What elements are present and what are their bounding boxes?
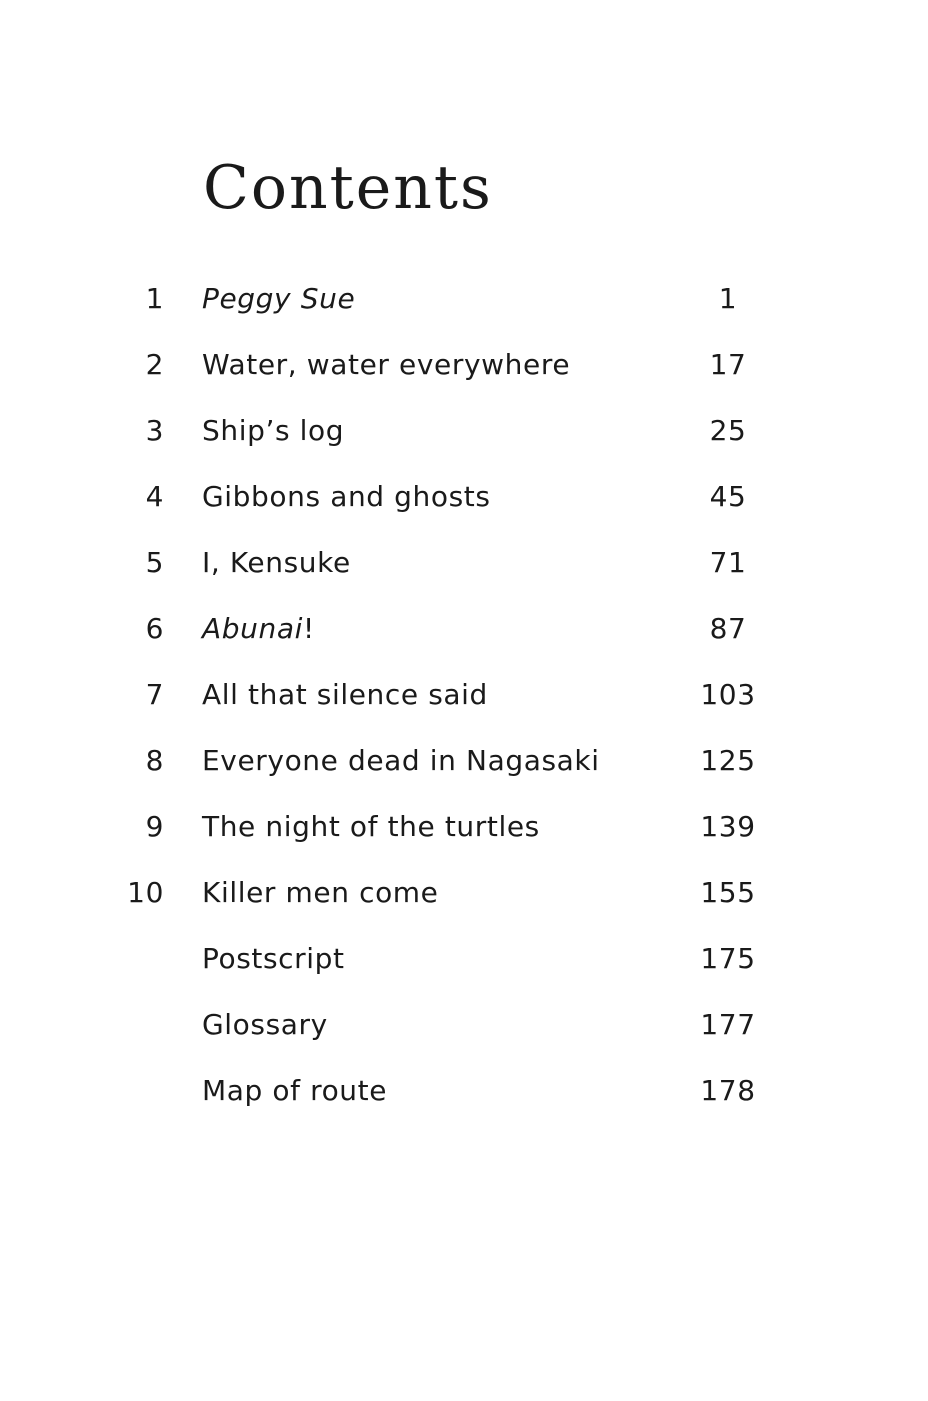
toc-entry[interactable]: [0, 276, 928, 342]
chapter-title-suffix: !: [302, 612, 315, 645]
chapter-title: [202, 408, 344, 454]
page-number: 45: [709, 480, 747, 513]
chapter-title: [202, 738, 600, 784]
toc-entry[interactable]: [0, 804, 928, 870]
page-number: 178: [700, 1074, 756, 1107]
page-number: 125: [700, 744, 756, 777]
page-number: 1: [718, 282, 738, 315]
toc-entry[interactable]: [0, 870, 928, 936]
chapter-title-text: The night of the turtles: [202, 810, 540, 843]
page-number: 103: [700, 678, 756, 711]
chapter-number: 8: [145, 744, 164, 777]
toc-entry[interactable]: [0, 1002, 928, 1068]
chapter-title-text: Map of route: [202, 1074, 388, 1107]
page-title: Contents: [203, 153, 493, 223]
chapter-title: [202, 540, 351, 586]
chapter-title-text: Ship’s log: [202, 414, 345, 447]
chapter-title: [202, 342, 570, 388]
page-number: 25: [709, 414, 747, 447]
chapter-title-text: I, Kensuke: [202, 546, 351, 579]
chapter-title: [202, 672, 488, 718]
page-number: 17: [709, 348, 747, 381]
toc-entry[interactable]: [0, 342, 928, 408]
chapter-number: 10: [127, 876, 164, 909]
page-number: 177: [700, 1008, 756, 1041]
chapter-title: [202, 276, 355, 322]
chapter-title-text: Gibbons and ghosts: [202, 480, 491, 513]
chapter-title-text: Killer men come: [202, 876, 439, 909]
chapter-title-italic: Abunai: [202, 612, 303, 645]
chapter-title-text: All that silence said: [202, 678, 488, 711]
chapter-title-text: Water, water everywhere: [202, 348, 571, 381]
toc-entry[interactable]: [0, 1068, 928, 1134]
toc-entry[interactable]: [0, 738, 928, 804]
chapter-title: [202, 870, 439, 916]
chapter-number: 9: [145, 810, 164, 843]
chapter-number: 2: [145, 348, 164, 381]
chapter-title: [202, 474, 491, 520]
chapter-number: 6: [145, 612, 164, 645]
toc-entry[interactable]: [0, 936, 928, 1002]
page-number: 139: [700, 810, 756, 843]
chapter-number: 4: [145, 480, 164, 513]
page-number: 71: [709, 546, 747, 579]
toc-entry[interactable]: [0, 606, 928, 672]
page-number: 175: [700, 942, 756, 975]
toc-entry[interactable]: [0, 540, 928, 606]
chapter-title-text: Everyone dead in Nagasaki: [202, 744, 600, 777]
chapter-title: [202, 606, 315, 652]
chapter-number: 1: [145, 282, 164, 315]
chapter-number: 3: [145, 414, 164, 447]
chapter-title: [202, 1002, 328, 1048]
chapter-title-text: Postscript: [202, 942, 345, 975]
chapter-number: 7: [145, 678, 164, 711]
chapter-title-text: Glossary: [202, 1008, 328, 1041]
toc-entry[interactable]: [0, 672, 928, 738]
toc-entry[interactable]: [0, 408, 928, 474]
chapter-title: [202, 804, 540, 850]
toc-entry[interactable]: [0, 474, 928, 540]
table-of-contents: [0, 276, 928, 1134]
chapter-title-italic: Peggy Sue: [202, 282, 356, 315]
page-number: 155: [700, 876, 756, 909]
chapter-title: [202, 936, 345, 982]
chapter-number: 5: [145, 546, 164, 579]
chapter-title: [202, 1068, 387, 1114]
page-number: 87: [709, 612, 747, 645]
